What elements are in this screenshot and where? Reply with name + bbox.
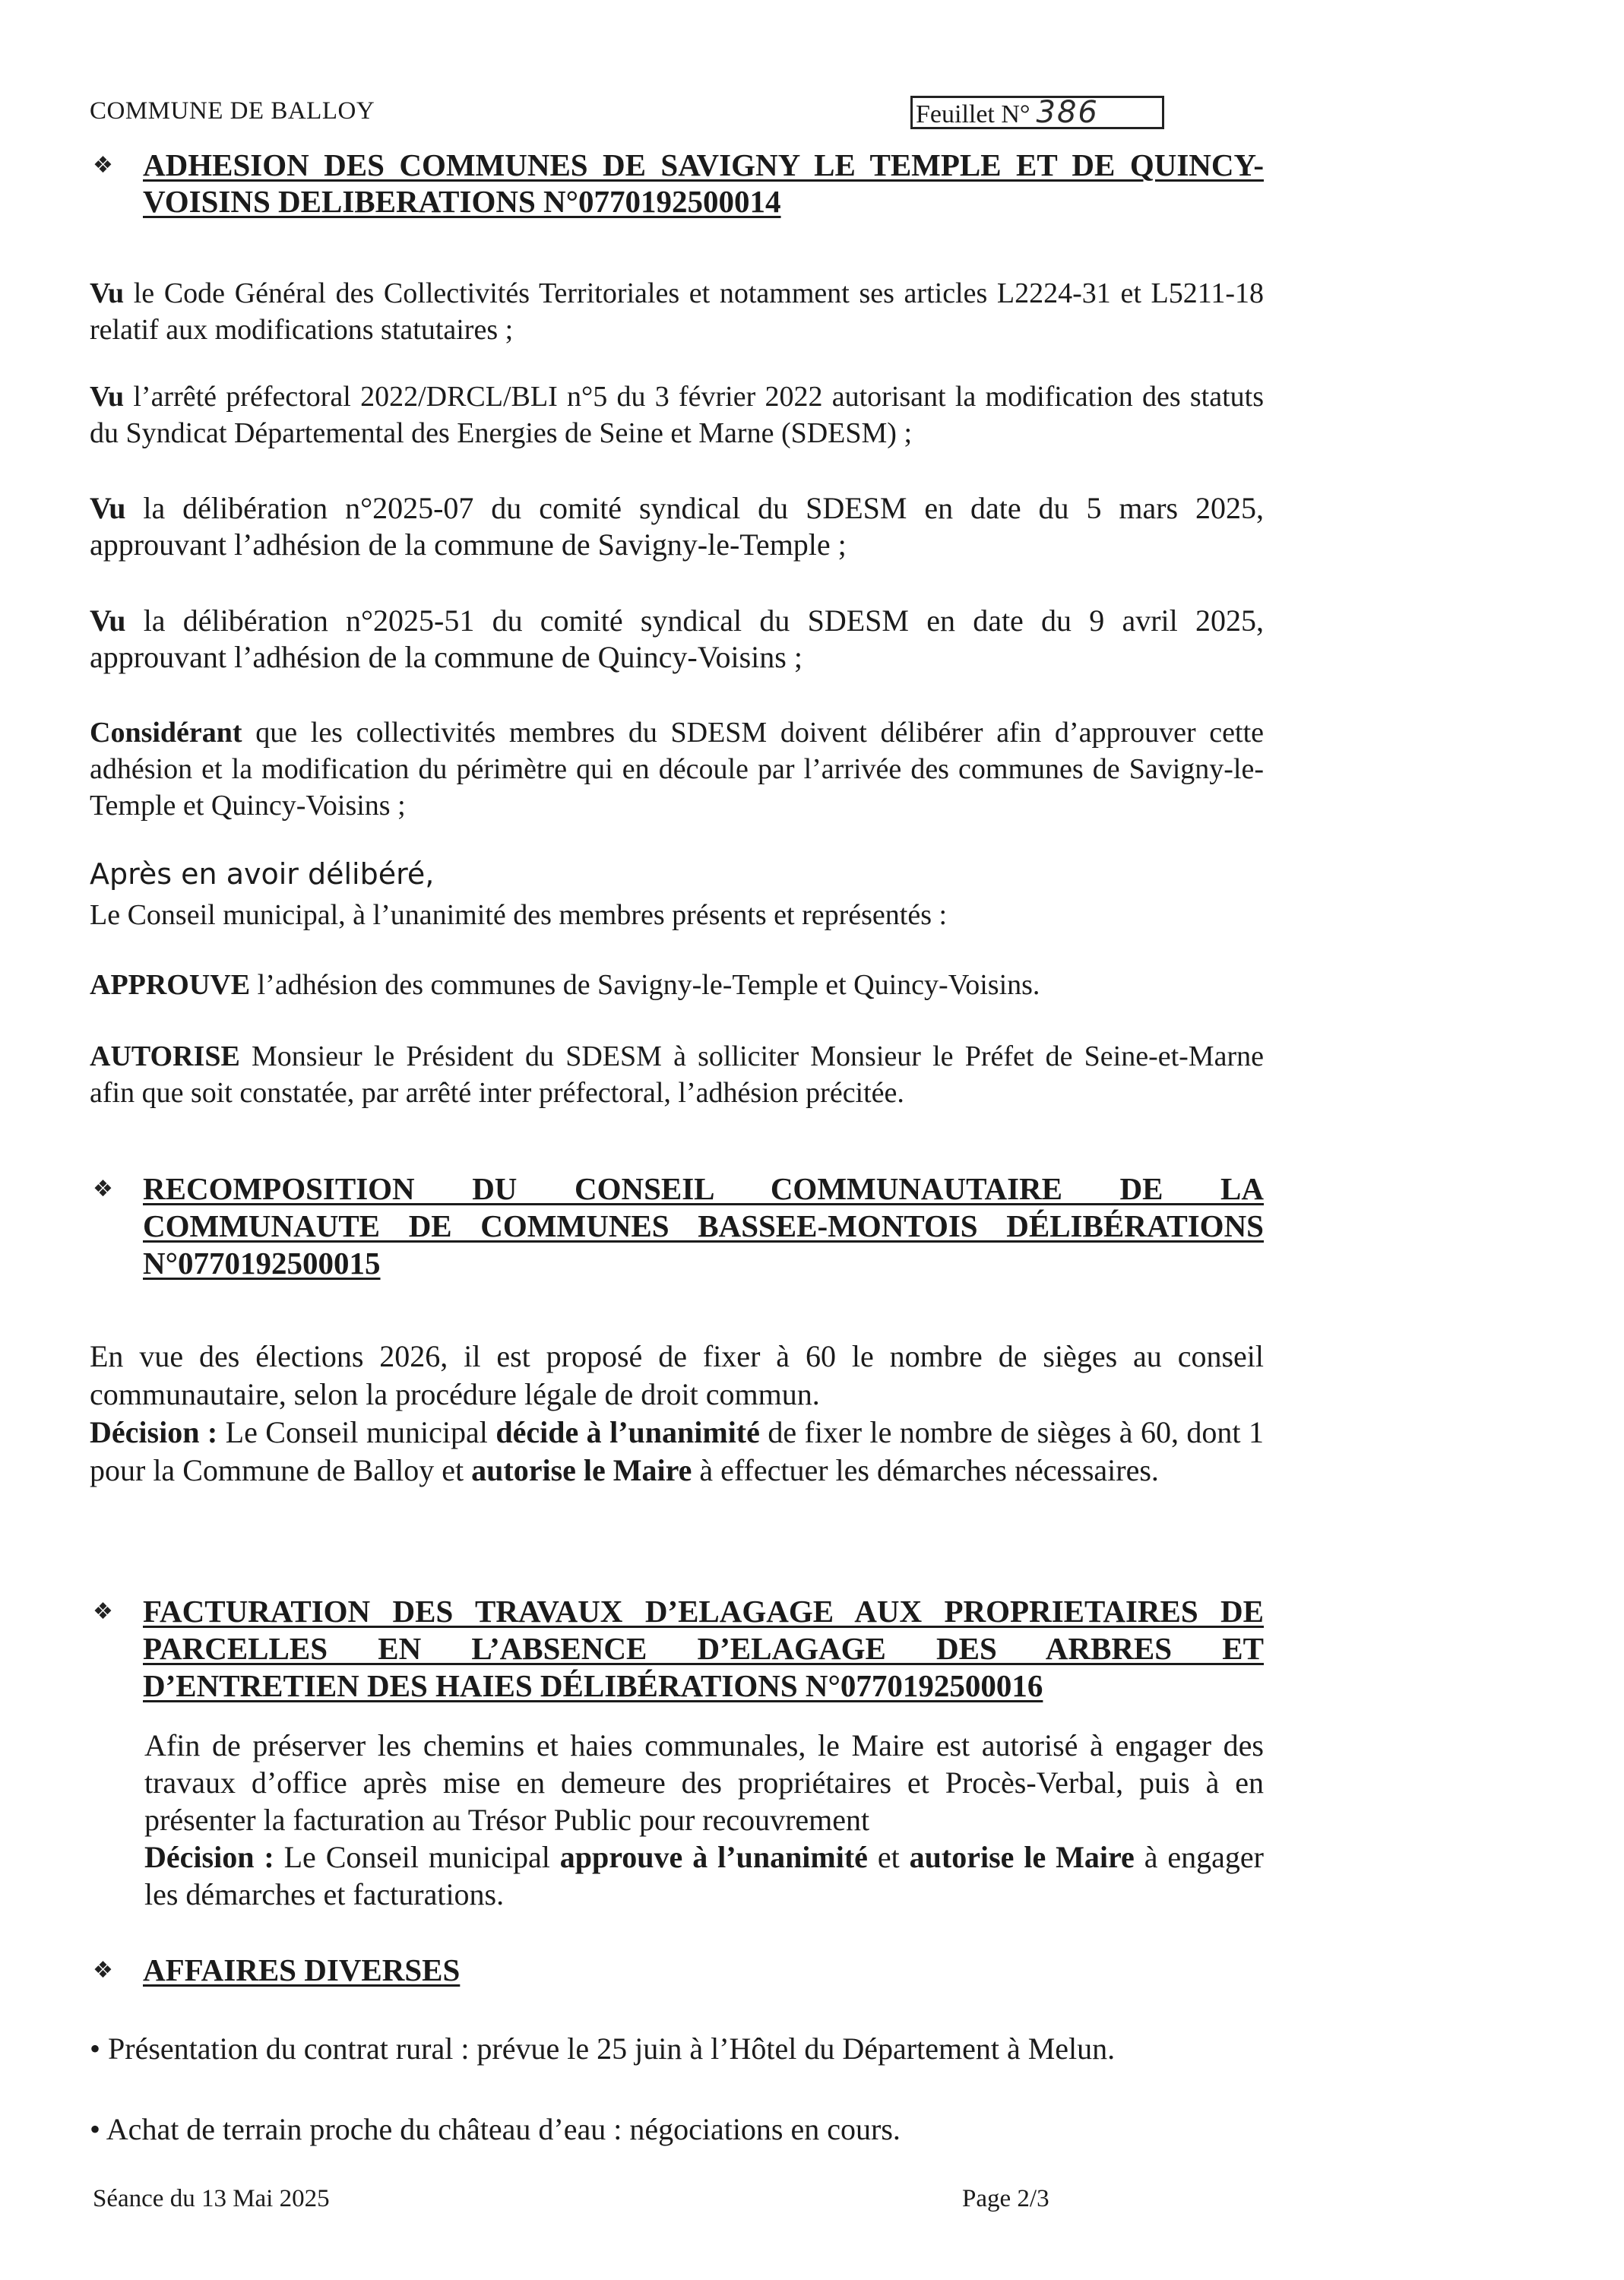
bullet-dot-icon: • xyxy=(90,2112,106,2146)
section-3-title-line-2: PARCELLES EN L’ABSENCE D’ELAGAGE DES ARBRES ET xyxy=(143,1631,1264,1666)
vu-paragraph-4: Vu la délibération n°2025-51 du comité syndical du SDESM en date du 9 avril 2025, approuvant l’adhésion de la commune de Quincy-Voisins ; xyxy=(90,603,1264,674)
list-item: • Présentation du contrat rural : prévue le 25 juin à l’Hôtel du Département à Melun. xyxy=(90,2031,1116,2066)
section-2-title-line-2: COMMUNAUTE DE COMMUNES BASSEE-MONTOIS DÉLIBÉRATIONS xyxy=(143,1208,1264,1243)
section-3-decision: Décision : Le Conseil municipal approuve à l’unanimité et autorise le Maire à engager les démarches et facturations. xyxy=(144,1840,1264,1911)
approuve-paragraph: APPROUVE l’adhésion des communes de Savigny-le-Temple et Quincy-Voisins. xyxy=(90,969,1040,1001)
apres-deliberation-heading: Après en avoir délibéré, xyxy=(90,857,435,891)
section-4-title: AFFAIRES DIVERSES xyxy=(143,1952,461,1987)
diamond-bullet-icon: ❖ xyxy=(93,1598,113,1625)
section-2-title-line-1: RECOMPOSITION DU CONSEIL COMMUNAUTAIRE DE LA xyxy=(143,1171,1264,1206)
section-1-title-line-1: ADHESION DES COMMUNES DE SAVIGNY LE TEMPLE ET DE QUINCY- xyxy=(143,147,1264,182)
section-2-intro: En vue des élections 2026, il est proposé de fixer à 60 le nombre de sièges au conseil communautaire, selon la procédure légale de droit commun. xyxy=(90,1339,1264,1411)
section-3-title-line-3: D’ENTRETIEN DES HAIES DÉLIBÉRATIONS N°0770192500016 xyxy=(143,1668,1043,1703)
list-item: • Achat de terrain proche du château d’eau : négociations en cours. xyxy=(90,2112,901,2146)
considerant-paragraph: Considérant que les collectivités membres du SDESM doivent délibérer afin d’approuver cette adhésion et la modification du périmètre qui en découle par l’arrivée des communes de Savigny-le-Temple et Quincy-Voisins ; xyxy=(90,717,1264,822)
section-2-title-line-3: N°0770192500015 xyxy=(143,1246,381,1281)
section-3-title-line-1: FACTURATION DES TRAVAUX D’ELAGAGE AUX PROPRIETAIRES DE xyxy=(143,1594,1264,1629)
conseil-statement: Le Conseil municipal, à l’unanimité des membres présents et représentés : xyxy=(90,899,948,931)
feuillet-number: 386 xyxy=(1036,95,1099,130)
feuillet-label: Feuillet N° xyxy=(916,100,1030,128)
feuillet-box xyxy=(910,96,1164,129)
section-2-decision: Décision : Le Conseil municipal décide à l’unanimité de fixer le nombre de sièges à 60, dont 1 pour la Commune de Balloy et autorise le Maire à effectuer les démarches nécessaires. xyxy=(90,1415,1264,1487)
diamond-bullet-icon: ❖ xyxy=(93,152,113,179)
vu-paragraph-1: Vu le Code Général des Collectivités Territoriales et notamment ses articles L2224-31 et L5211-18 relatif aux modifications statutaires ; xyxy=(90,277,1264,346)
bullet-dot-icon: • xyxy=(90,2031,109,2066)
diamond-bullet-icon: ❖ xyxy=(93,1176,113,1202)
section-1-title-line-2: VOISINS DELIBERATIONS N°0770192500014 xyxy=(143,184,781,219)
vu-paragraph-3: Vu la délibération n°2025-07 du comité syndical du SDESM en date du 5 mars 2025, approuvant l’adhésion de la commune de Savigny-le-Temple ; xyxy=(90,491,1264,562)
commune-name: COMMUNE DE BALLOY xyxy=(90,97,375,125)
autorise-paragraph: AUTORISE Monsieur le Président du SDESM à solliciter Monsieur le Préfet de Seine-et-Marne afin que soit constatée, par arrêté inter préfectoral, l’adhésion précitée. xyxy=(90,1040,1264,1109)
vu-paragraph-2: Vu l’arrêté préfectoral 2022/DRCL/BLI n°5 du 3 février 2022 autorisant la modification des statuts du Syndicat Départemental des Energies de Seine et Marne (SDESM) ; xyxy=(90,381,1264,449)
diamond-bullet-icon: ❖ xyxy=(93,1957,113,1984)
footer-seance: Séance du 13 Mai 2025 xyxy=(93,2185,330,2212)
section-3-intro: Afin de préserver les chemins et haies communales, le Maire est autorisé à engager des travaux d’office après mise en demeure des propriétaires et Procès-Verbal, puis à en présenter la facturation au Trésor Public pour recouvrement xyxy=(144,1728,1264,1837)
footer-page-number: Page 2/3 xyxy=(962,2185,1049,2212)
